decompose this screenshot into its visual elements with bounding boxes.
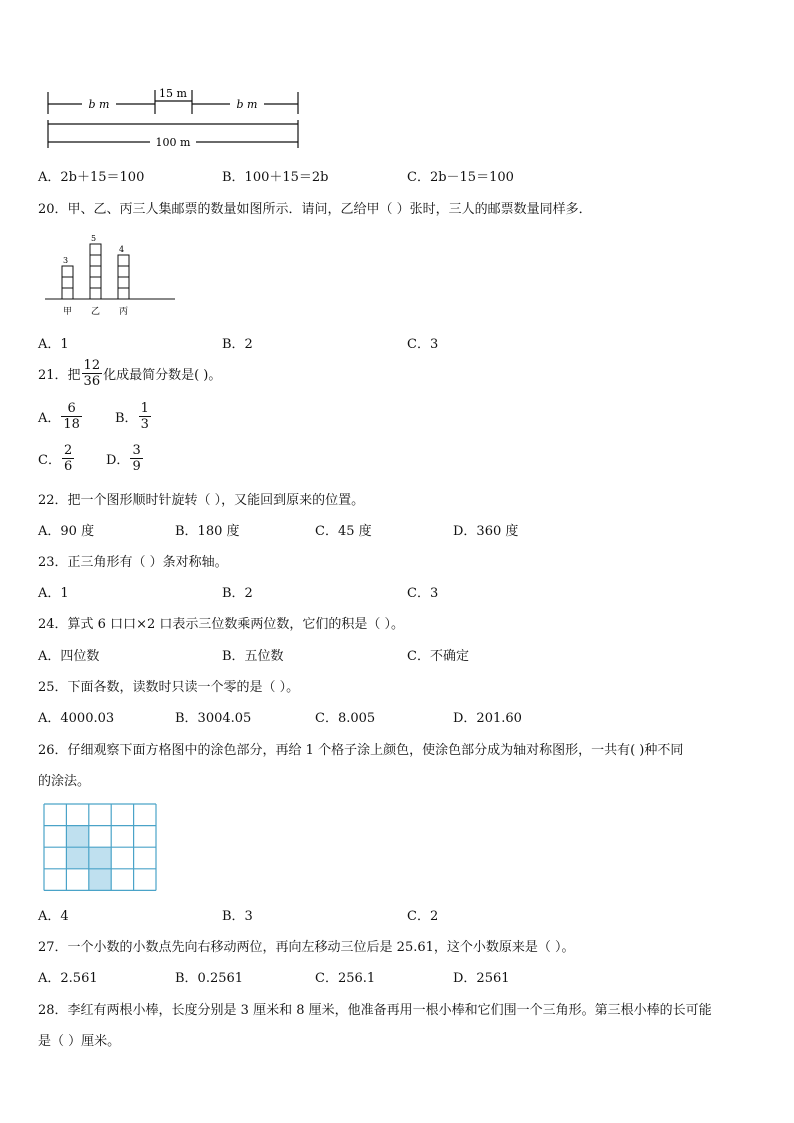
segment-label-right: b m: [236, 98, 258, 111]
q20-text: 20．甲、乙、丙三人集邮票的数量如图所示．请问，乙给甲（ ）张时，三人的邮票数量同样多．: [38, 202, 592, 217]
q20-option-c: C．3: [407, 337, 439, 352]
q27-option-c: C．256.1: [315, 971, 376, 986]
q21-text: [38, 358, 221, 389]
q27-option-b: B．0.2561: [175, 971, 244, 986]
stamp-cell-丙: [118, 255, 129, 266]
stamp-cell-甲: [62, 277, 73, 288]
segment-label-mid: 15 m: [159, 87, 187, 100]
q20-option-b: B．2: [222, 337, 253, 352]
segment-diagram: [40, 84, 310, 154]
q22-option-c: C．45 度: [315, 524, 372, 539]
q27-option-d: D．2561: [453, 971, 510, 986]
q26-option-a: A．4: [38, 909, 69, 924]
q28-text-line2: 是（ ）厘米。: [38, 1034, 121, 1049]
q22-text: 22．把一个图形顺时针旋转（ ），又能回到原来的位置。: [38, 493, 365, 508]
q21-option-c: C． $\frac{2}{6}$: [38, 443, 73, 474]
q25-option-d: D．201.60: [453, 711, 522, 726]
q27-text: 27．一个小数的小数点先向右移动两位，再向左移动三位后是 25.61，这个小数原来是（ ）。: [38, 940, 575, 955]
stamp-cell-乙: [90, 255, 101, 266]
q26-option-c: C．2: [407, 909, 439, 924]
stamp-cell-丙: [118, 288, 129, 299]
q26-text-line2: 的涂法。: [38, 774, 91, 789]
q19-option-b: B．100＋15＝2b: [222, 170, 329, 185]
stamp-cell-乙: [90, 244, 101, 255]
q22-option-d: D．360 度: [453, 524, 519, 539]
stamp-cell-丙: [118, 277, 129, 288]
bar-name-label: 丙: [118, 307, 129, 317]
segment-label-total: 100 m: [155, 136, 191, 149]
q21-suffix: 化成最简分数是( )。: [103, 368, 222, 383]
q21-fraction: $\frac{12}{36}$: [83, 358, 101, 389]
q21-option-b: B． $\frac{1}{3}$: [115, 401, 149, 432]
q24-option-c: C．不确定: [407, 649, 469, 664]
q25-option-c: C．8.005: [315, 711, 376, 726]
q21-option-d: D． $\frac{3}{9}$: [106, 443, 141, 474]
q22-option-a: A．90 度: [38, 524, 95, 539]
q28-text-line1: 28．李红有两根小棒，长度分别是 3 厘米和 8 厘米，他准备再用一根小棒和它们围一个三角形。第三根小棒的长可能: [38, 1003, 712, 1018]
q24-option-a: A．四位数: [38, 649, 100, 664]
q23-option-a: A．1: [38, 586, 69, 601]
bar-value-label: 4: [118, 245, 125, 254]
segment-label-left: b m: [88, 98, 110, 111]
q24-text: 24．算式 6 口口×2 口表示三位数乘两位数，它们的积是（ ）。: [38, 617, 405, 632]
shaded-cell: [66, 826, 88, 848]
q25-text: 25．下面各数，读数时只读一个零的是（ ）。: [38, 680, 300, 695]
bar-value-label: 3: [62, 256, 69, 265]
stamp-cell-甲: [62, 266, 73, 277]
stamp-stack-chart: [40, 224, 180, 320]
q26-text-line1: 26．仔细观察下面方格图中的涂色部分，再给 1 个格子涂上颜色，使涂色部分成为轴对称图形，一共有( )种不同: [38, 743, 684, 758]
bar-value-label: 5: [90, 234, 97, 243]
shaded-cell: [89, 847, 111, 869]
shaded-cell: [66, 847, 88, 869]
bar-name-label: 甲: [62, 307, 73, 317]
stamp-cell-甲: [62, 288, 73, 299]
stamp-cell-丙: [118, 266, 129, 277]
stamp-cell-乙: [90, 277, 101, 288]
shaded-cell: [89, 869, 111, 891]
q21-prefix: 21．把: [38, 368, 81, 383]
stamp-cell-乙: [90, 266, 101, 277]
q21-option-a: A． $\frac{6}{18}$: [38, 401, 80, 432]
q20-option-a: A．1: [38, 337, 69, 352]
bar-name-label: 乙: [90, 307, 101, 317]
square-grid-figure: [42, 802, 158, 894]
q23-option-b: B．2: [222, 586, 253, 601]
q25-option-a: A．4000.03: [38, 711, 115, 726]
q22-option-b: B．180 度: [175, 524, 240, 539]
q25-option-b: B．3004.05: [175, 711, 252, 726]
q19-option-a: A．2b＋15＝100: [38, 170, 145, 185]
q23-option-c: C．3: [407, 586, 439, 601]
q19-option-c: C．2b－15＝100: [407, 170, 514, 185]
q23-text: 23．正三角形有（ ）条对称轴。: [38, 555, 228, 570]
stamp-cell-乙: [90, 288, 101, 299]
q24-option-b: B．五位数: [222, 649, 284, 664]
q27-option-a: A．2.561: [38, 971, 98, 986]
q26-option-b: B．3: [222, 909, 253, 924]
